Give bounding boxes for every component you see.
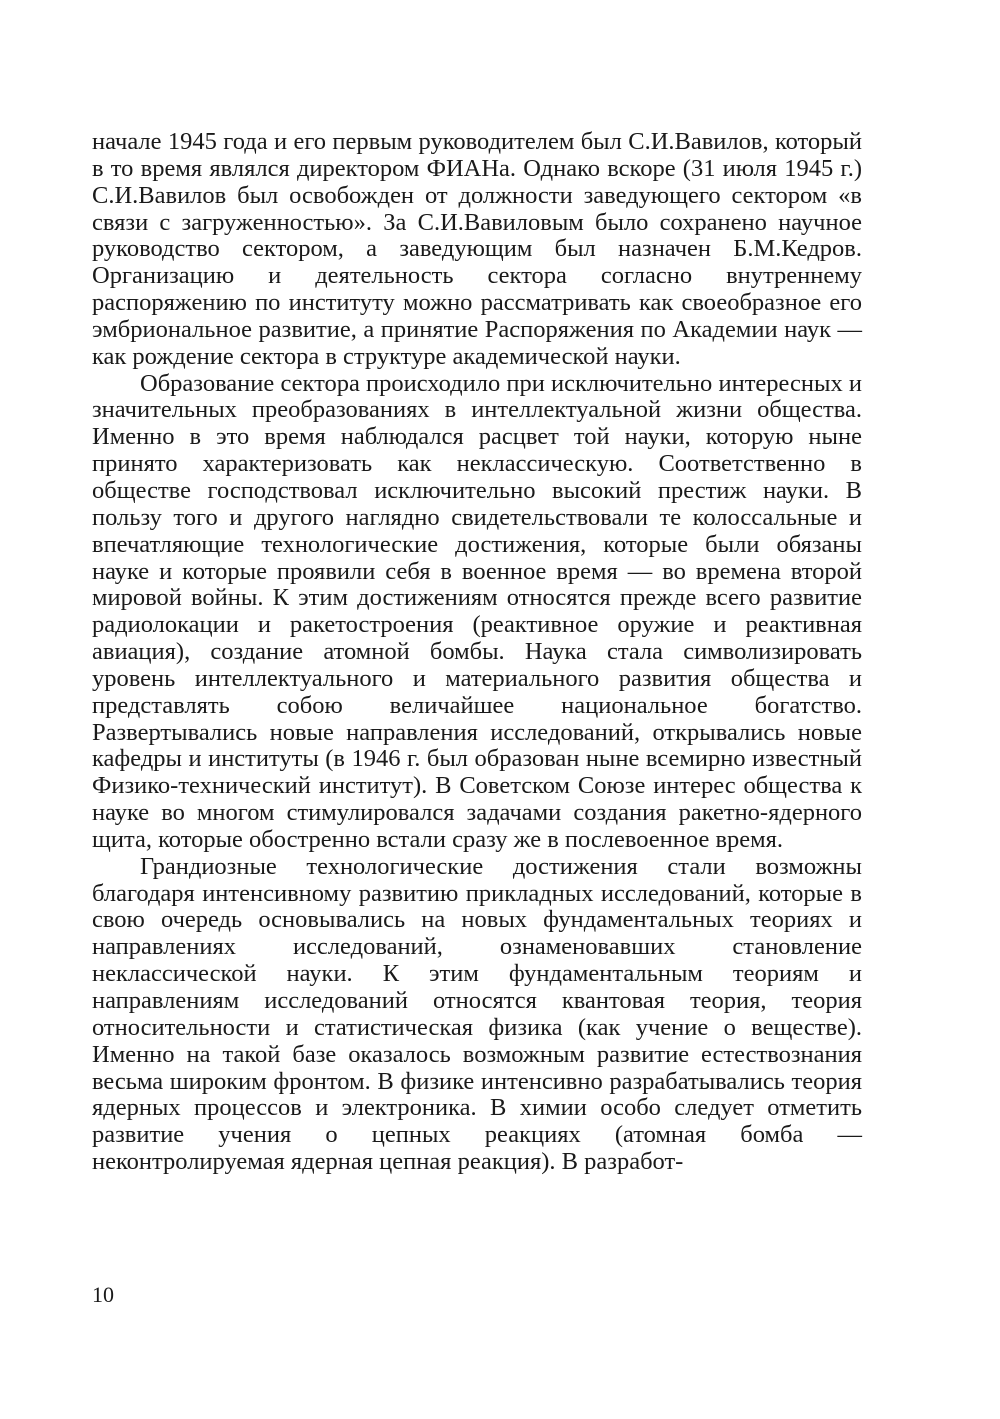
page-number: 10 [92, 1282, 114, 1307]
paragraph-sector-formation: Образование сектора происходило при исключительно интересных и значительных преобразованиях в интеллектуальной жизни общества. Именно в это время наблюдался расцвет той науки, которую ныне принято характеризовать как неклассическую. Соответственно в обществе господствовал исключительно высокий престиж науки. В пользу того и другого наглядно свидетельствовали те колоссальные и впечатляющие технологические достижения, которые были обязаны науке и которые проявили себя в военное время — во времена второй мировой войны. К этим достижениям относятся прежде всего развитие радиолокации и ракетостроения (реактивное оружие и реактивная авиация), создание атомной бомбы. Наука стала символизировать уровень интеллектуального и материального развития общества и представлять собою величайшее национальное богатство. Развертывались новые направления исследований, открывались новые кафедры и институты (в 1946 г. был образован ныне всемирно известный Физико-технический институт). В Советском Союзе интерес общества к науке во многом стимулировался задачами создания ракетно-ядерного щита, которые обостренно встали сразу же в послевоенное время. [92, 369, 862, 853]
body-text [92, 129, 862, 1176]
paragraph-continuation: начале 1945 года и его первым руководителем был С.И.Вавилов, который в то время являлся директором ФИАНа. Однако вскоре (31 июля 1945 г.) С.И.Вавилов был освобожден от должности заведующего сектором «в связи с загруженностью». За С.И.Вавиловым было сохранено научное руководство сектором, а заведующим был назначен Б.М.Кедров. Организацию и деятельность сектора согласно внутреннему распоряжению по институту можно рассматривать как своеобразное его эмбриональное развитие, а принятие Распоряжения по Академии наук — как рождение сектора в структуре академической науки. [92, 128, 862, 370]
paragraph-technological-achievements: Грандиозные технологические достижения стали возможны благодаря интенсивному развитию прикладных исследований, которые в свою очередь основывались на новых фундаментальных теориях и направлениях исследований, ознаменовавших становление неклассической науки. К этим фундаментальным теориям и направлениям исследований относятся квантовая теория, теория относительности и статистическая физика (как учение о веществе). Именно на такой базе оказалось возможным развитие естествознания весьма широким фронтом. В физике интенсивно разрабатывались теория ядерных процессов и электроника. В химии особо следует отметить развитие учения о цепных реакциях (атомная бомба — неконтролируемая ядерная цепная реакция). В разработ- [92, 852, 862, 1176]
